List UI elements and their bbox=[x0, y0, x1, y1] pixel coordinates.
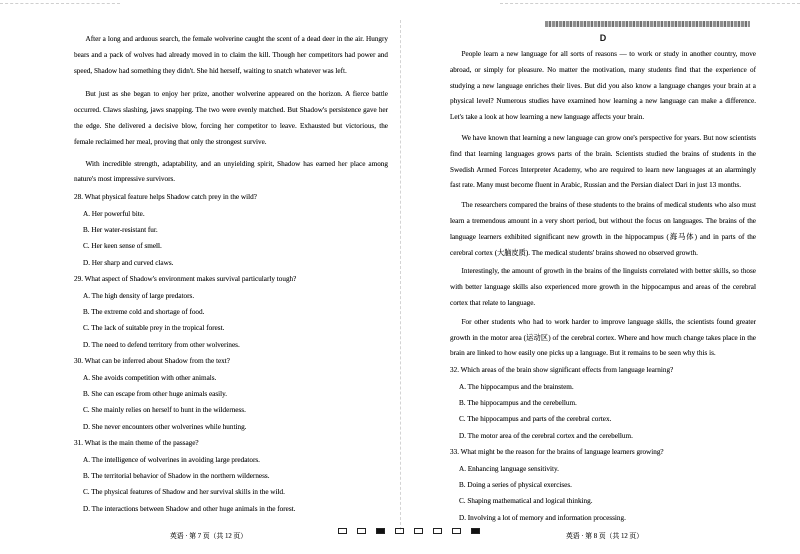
passage-paragraph: For other students who had to work harder to improve language skills, the scientists found greater growth in the motor area (运动区) of the cerebral cortex. Where and how much change takes place in the brain are linked to how easily one picks up a language. But it remains to be seen why this is. bbox=[450, 317, 756, 358]
option[interactable]: D. She never encounters other wolverines while hunting. bbox=[83, 422, 247, 431]
option[interactable]: B. Doing a series of physical exercises. bbox=[459, 480, 572, 489]
question-stem: 28. What physical feature helps Shadow catch prey in the wild? bbox=[74, 193, 257, 202]
option[interactable]: A. The high density of large predators. bbox=[83, 291, 195, 300]
registration-mark bbox=[357, 528, 366, 534]
registration-mark bbox=[376, 528, 385, 534]
question-stem: 30. What can be inferred about Shadow from the text? bbox=[74, 357, 230, 366]
registration-mark bbox=[338, 528, 347, 534]
option[interactable]: D. The motor area of the cerebral cortex and the cerebellum. bbox=[459, 431, 633, 440]
question-stem: 29. What aspect of Shadow's environment makes survival particularly tough? bbox=[74, 275, 297, 284]
option[interactable]: D. The interactions between Shadow and other huge animals in the forest. bbox=[83, 504, 296, 513]
passage-paragraph: People learn a new language for all sorts of reasons — to work or study in another country, move abroad, or simply for pleasure. No matter the motivation, many students find that the experience of studying a new language enriches their lives. But did you also know a language changes your brain at a physical level? Numerous studies have examined how learning a new language can make a difference. Let's take a look at how learning a new language affects your brain. bbox=[450, 50, 756, 122]
question-32 bbox=[450, 362, 756, 444]
passage-paragraph: With incredible strength, adaptability, and an unyielding spirit, Shadow has earned her place among nature's most impressive survivors. bbox=[74, 159, 388, 184]
option[interactable]: A. Enhancing language sensitivity. bbox=[459, 464, 559, 473]
passage-paragraph: We have known that learning a new language can grow one's perspective for years. But now scientists find that learning languages grows parts of the brain. Scientists studied the brains of students in the Swedish Armed Forces Interpreter Academy, who are required to learn new languages at an alarmingly fast rate. Many must become fluent in Arabic, Russian and the Persian dialect Dari in just 13 months. bbox=[450, 133, 756, 190]
option[interactable]: D. The need to defend territory from other wolverines. bbox=[83, 340, 240, 349]
question-stem: 31. What is the main theme of the passage? bbox=[74, 439, 199, 448]
right-page bbox=[400, 0, 800, 554]
option[interactable]: B. The extreme cold and shortage of food. bbox=[83, 308, 205, 317]
passage-paragraph: Interestingly, the amount of growth in the brains of the linguists correlated with better skills, so those with better language skills also experienced more growth in the hippocampus and areas of the cerebral cortex that relate to language. bbox=[450, 267, 756, 307]
option[interactable]: C. The lack of suitable prey in the tropical forest. bbox=[83, 324, 225, 333]
option[interactable]: D. Her sharp and curved claws. bbox=[83, 258, 174, 267]
option[interactable]: C. She mainly relies on herself to hunt in the wilderness. bbox=[83, 406, 246, 415]
question-28 bbox=[74, 189, 388, 271]
option[interactable]: C. The hippocampus and parts of the cerebral cortex. bbox=[459, 415, 612, 424]
option[interactable]: B. The territorial behavior of Shadow in the northern wilderness. bbox=[83, 472, 270, 481]
option[interactable]: A. Her powerful bite. bbox=[83, 209, 145, 218]
option[interactable]: A. The hippocampus and the brainstem. bbox=[459, 382, 574, 391]
option[interactable]: A. She avoids competition with other animals. bbox=[83, 373, 217, 382]
passage-paragraph: After a long and arduous search, the female wolverine caught the scent of a dead deer in the air. Hungry bears and a pack of wolves had already moved in to claim the kill. Though her competitors had power and speed, Shadow had something they didn't. She hid herself, waiting to snatch whatever was left. bbox=[74, 35, 388, 75]
passage-paragraph: The researchers compared the brains of these students to the brains of medical students who also must learn a tremendous amount in a very short period, but without the focus on languages. The brains of the language learners exhibited significant new growth in the hippocampus (海马体) and in parts of the cerebral cortex (大脑皮质). The medical students' brains showed no observed growth. bbox=[450, 201, 756, 257]
question-31 bbox=[74, 435, 388, 517]
option[interactable]: B. The hippocampus and the cerebellum. bbox=[459, 398, 577, 407]
option[interactable]: D. Involving a lot of memory and information processing. bbox=[459, 513, 626, 522]
page-footer-right: 英语 · 第 8 页（共 12 页） bbox=[566, 533, 644, 540]
page-footer-left: 英语 · 第 7 页（共 12 页） bbox=[170, 533, 248, 540]
passage-paragraph: But just as she began to enjoy her prize, another wolverine appeared on the horizon. A fierce battle occurred. Claws slashing, jaws snapping. The two were evenly matched. But Shadow's persistence gave her the edge. She delivered a decisive blow, forcing her competitor to leave. Exhausted but victorious, the female reclaimed her meal, proving that only the strongest survive. bbox=[74, 90, 388, 146]
section-heading: D bbox=[599, 33, 607, 43]
question-29 bbox=[74, 271, 388, 353]
question-stem: 33. What might be the reason for the brains of language learners growing? bbox=[450, 448, 664, 457]
question-30 bbox=[74, 353, 388, 435]
question-33 bbox=[450, 444, 756, 526]
option[interactable]: C. Shaping mathematical and logical thinking. bbox=[459, 497, 593, 506]
option[interactable]: A. The intelligence of wolverines in avoiding large predators. bbox=[83, 455, 260, 464]
option[interactable]: B. She can escape from other huge animals easily. bbox=[83, 390, 228, 399]
option[interactable]: C. Her keen sense of smell. bbox=[83, 242, 162, 251]
option[interactable]: C. The physical features of Shadow and her survival skills in the wild. bbox=[83, 488, 285, 497]
question-stem: 32. Which areas of the brain show significant effects from language learning? bbox=[450, 366, 674, 375]
option[interactable]: B. Her water-resistant fur. bbox=[83, 225, 158, 234]
